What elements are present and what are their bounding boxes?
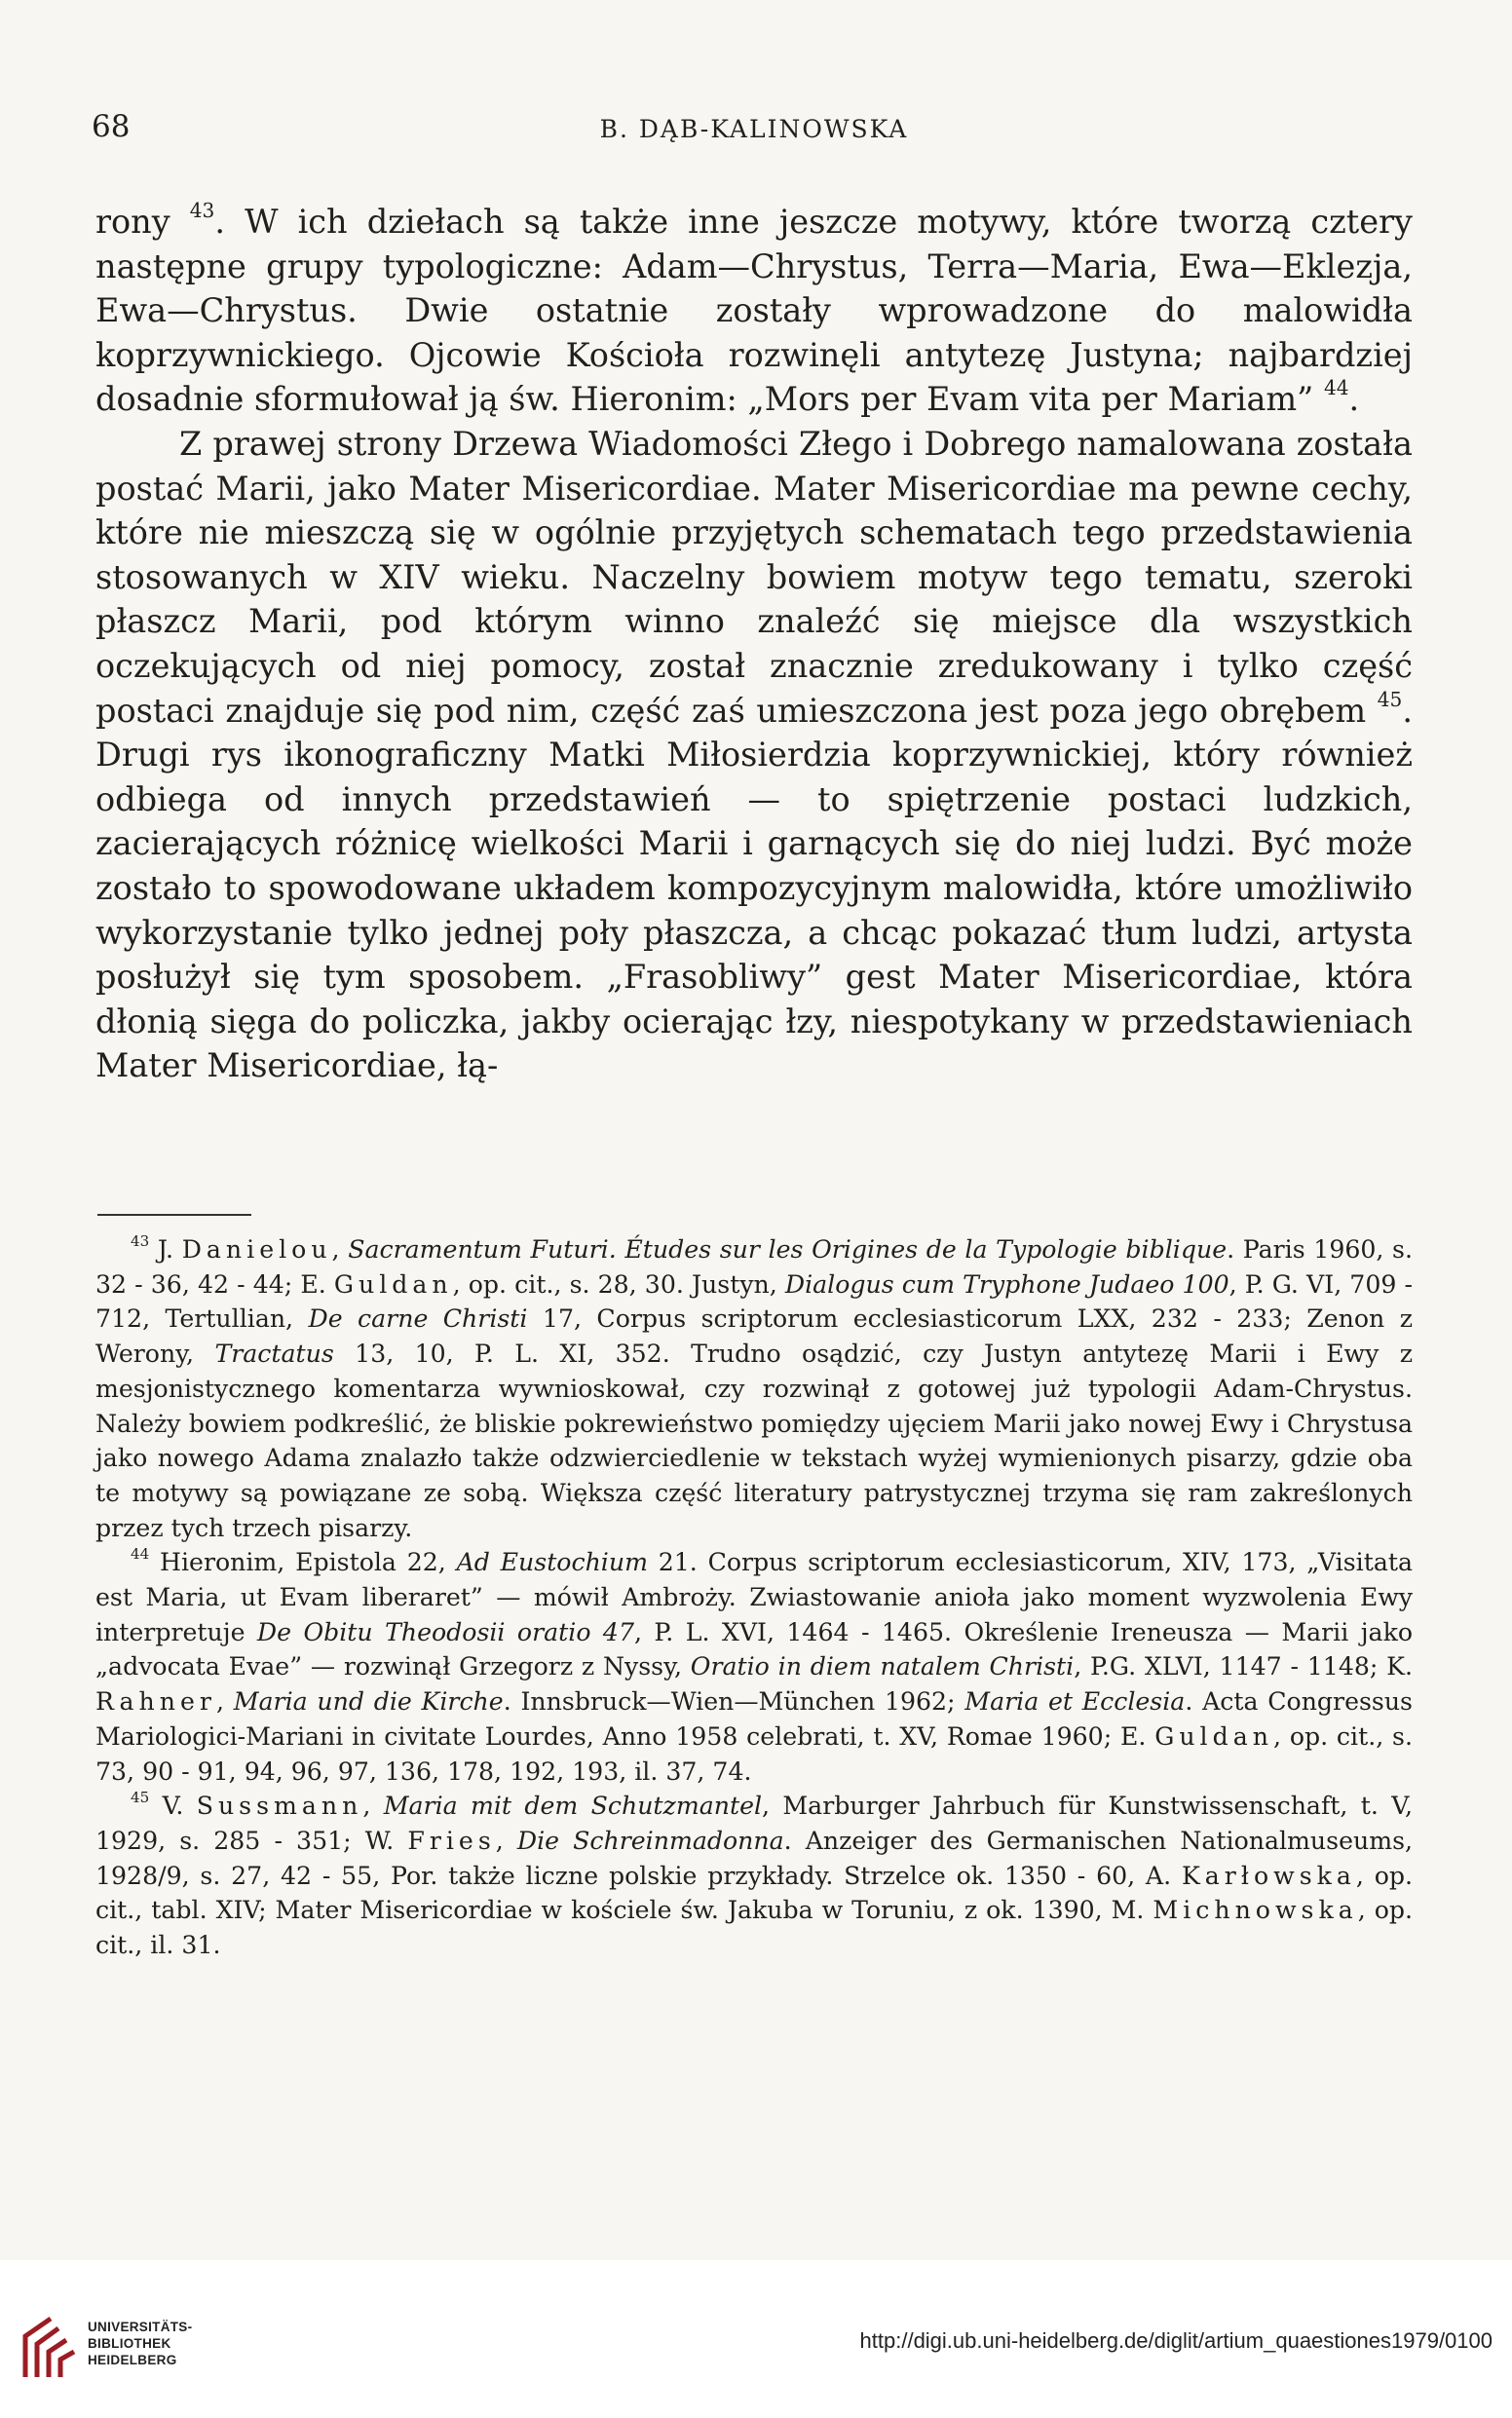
footnote-44 [95, 1545, 1413, 1789]
text-run: , op. cit., s. 73, 90 - 91, 94, 96, 97, 136, 178, 192, 193, il. 37, 74. [95, 1721, 1413, 1786]
text-run: Hieronim, Epistola 22, [149, 1548, 457, 1577]
author-name: Guldan [1154, 1721, 1273, 1751]
text-run: 21. Corpus scriptorum ecclesiasticorum, XIV, 173, „Visitata est Maria, ut Evam liberaret” — mówił Ambroży. Zwiastowanie anioła jako moment wyzwolenia Ewy interpretuje [95, 1548, 1413, 1646]
title-italic: Maria mit dem Schutzmantel [383, 1792, 763, 1821]
library-logo-icon [21, 2315, 78, 2381]
text-run: , [495, 1826, 517, 1855]
text-run: . Innsbruck—Wien—München 1962; [503, 1687, 965, 1717]
logo-line: BIBLIOTHEK [88, 2336, 171, 2351]
paragraph-1 [95, 200, 1413, 422]
text-run: V. [149, 1792, 197, 1821]
text-run: rony [95, 203, 190, 241]
title-italic: Ad Eustochium [456, 1548, 648, 1577]
text-run: . Paris 1960, s. 32 - 36, 42 - 44; E. [95, 1235, 1413, 1299]
text-run: J. [149, 1235, 182, 1264]
text-run: , P.G. XLVI, 1147 - 1148; K. [1074, 1652, 1413, 1681]
text-run: , op. cit., il. 31. [95, 1896, 1414, 1960]
logo-line: UNIVERSITÄTS- [88, 2320, 193, 2334]
title-italic: De carne Christi [308, 1304, 528, 1334]
author-name: Michnowska [1153, 1896, 1358, 1925]
title-italic: Sacramentum Futuri. Études sur les Origines de la Typologie biblique [348, 1235, 1228, 1264]
text-run: . [1348, 380, 1360, 419]
title-italic: Maria und die Kirche [233, 1687, 504, 1717]
footnote-43 [95, 1232, 1413, 1545]
text-run: , Marburger Jahrbuch für Kunstwissenschaft, t. V, 1929, s. 285 - 351; W. [95, 1792, 1413, 1855]
body-text [95, 200, 1413, 1088]
text-run: , P. G. VI, 709 - 712, Tertullian, [95, 1269, 1414, 1334]
title-italic: Tractatus [214, 1340, 334, 1369]
page-header [92, 109, 1417, 158]
author-name: Sussmann [196, 1792, 363, 1821]
text-run: Z prawej strony Drzewa Wiadomości Złego i Dobrego namalowana została postać Marii, jako Mater Misericordiae. Mater Misericordiae ma pewne cechy, które nie mieszczą się w ogólnie przyjętych schematach tego przedstawienia stosowanych w XIV wieku. Naczelny bowiem motyw tego tematu, szeroki płaszcz Marii, pod którym winno znaleźć się miejsce dla wszystkich oczekujących od niej pomocy, został znacznie zredukowany i tylko część postaci znajduje się pod nim, część zaś umieszczona jest poza jego obrębem [95, 424, 1413, 730]
text-run: . Anzeiger des Germanischen Nationalmuseums, 1928/9, s. 27, 42 - 55, Por. także liczne polskie przykłady. Strzelce ok. 1350 - 60, A. [95, 1826, 1414, 1890]
text-run: , op. cit., s. 28, 30. Justyn, [452, 1269, 785, 1299]
footnote-ref: 43 [189, 198, 215, 222]
page-number: 68 [92, 109, 131, 144]
library-logo-text [88, 2319, 192, 2368]
text-run: , [362, 1792, 384, 1821]
author-name: Karłowska [1181, 1861, 1356, 1890]
title-italic: De Obitu Theodosii oratio 47 [256, 1617, 634, 1646]
logo-line: HEIDELBERG [88, 2353, 177, 2367]
text-run: . Drugi rys ikonograficzny Matki Miłosierdzia koprzywnickiej, który również odbiega od innych przedstawień — to spiętrzenie postaci ludzkich, zacierających różnicę wielkości Marii i garnących się do niej ludzi. Być może zostało to spowodowane układem kompozycyjnym malowidła, które umożliwiło wykorzystanie tylko jednej poły płaszcza, a chcąc pokazać tłum ludzi, artysta posłużył się tym sposobem. „Frasobliwy” gest Mater Misericordiae, która dłonią sięga do policzka, jakby ocierając łzy, niespotykany w przedstawieniach Mater Misericordiae, łą- [95, 691, 1413, 1085]
footnote-number: 45 [131, 1789, 150, 1807]
footnote-ref: 44 [1323, 376, 1349, 400]
title-italic: Dialogus cum Tryphone Judaeo 100 [784, 1269, 1229, 1299]
footnotes [95, 1232, 1413, 1963]
text-run: , [331, 1235, 349, 1264]
running-head: B. DĄB-KALINOWSKA [599, 115, 909, 143]
footnote-45 [95, 1789, 1413, 1963]
text-run: 13, 10, P. L. XI, 352. Trudno osądzić, czy Justyn antytezę Marii i Ewy z mesjonistycznego komentarza wywnioskował, czy rozwinął z gotowej już typologii Adam-Chrystus. Należy bowiem podkreślić, że bliskie pokrewieństwo pomiędzy ujęciem Marii jako nowej Ewy i Chrystusa jako nowego Adama znalazło także odzwierciedlenie w tekstach wyżej wymienionych pisarzy, gdzie oba te motywy są powiązane ze sobą. Większa część literatury patrystycznej trzyma się ram zakreślonych przez tych trzech pisarzy. [95, 1340, 1413, 1542]
text-run: . Acta Congressus Mariologici-Mariani in civitate Lourdes, Anno 1958 celebrati, t. XV, Romae 1960; E. [95, 1687, 1413, 1751]
text-run: , [215, 1687, 234, 1717]
paragraph-2 [95, 422, 1413, 1088]
author-name: Rahner [95, 1687, 216, 1717]
author-name: Danielou [181, 1235, 332, 1264]
title-italic: Die Schreinmadonna [516, 1826, 784, 1855]
title-italic: Maria et Ecclesia [964, 1687, 1186, 1717]
source-url-link[interactable]: http://digi.ub.uni-heidelberg.de/diglit/artium_quaestiones1979/0100 [859, 2328, 1493, 2353]
title-italic: Oratio in diem natalem Christi [690, 1652, 1075, 1681]
text-run: , P. L. XVI, 1464 - 1465. Określenie Ireneusza — Marii jako „advocata Evae” — rozwinął Grzegorz z Nyssy, [95, 1617, 1413, 1681]
author-name: Guldan [333, 1269, 453, 1299]
footnote-number: 44 [131, 1545, 150, 1564]
footnote-ref: 45 [1377, 687, 1403, 711]
footnote-divider [97, 1214, 251, 1216]
footnote-number: 43 [131, 1231, 150, 1250]
library-footer [0, 2260, 1512, 2418]
text-run: 17, Corpus scriptorum ecclesiasticorum LXX, 232 - 233; Zenon z Werony, [95, 1304, 1413, 1369]
text-run: . W ich dziełach są także inne jeszcze motywy, które tworzą cztery następne grupy typologiczne: Adam—Chrystus, Terra—Maria, Ewa—Eklezja, Ewa—Chrystus. Dwie ostatnie zostały wprowadzone do malowidła koprzywnickiego. Ojcowie Kościoła rozwinęli antytezę Justyna; najbardziej dosadnie sformułował ją św. Hieronim: „Mors per Evam vita per Mariam” [95, 203, 1413, 419]
author-name: Fries [407, 1826, 496, 1855]
text-run: , op. cit., tabl. XIV; Mater Misericordiae w kościele św. Jakuba w Toruniu, z ok. 1390, M. [95, 1861, 1414, 1925]
